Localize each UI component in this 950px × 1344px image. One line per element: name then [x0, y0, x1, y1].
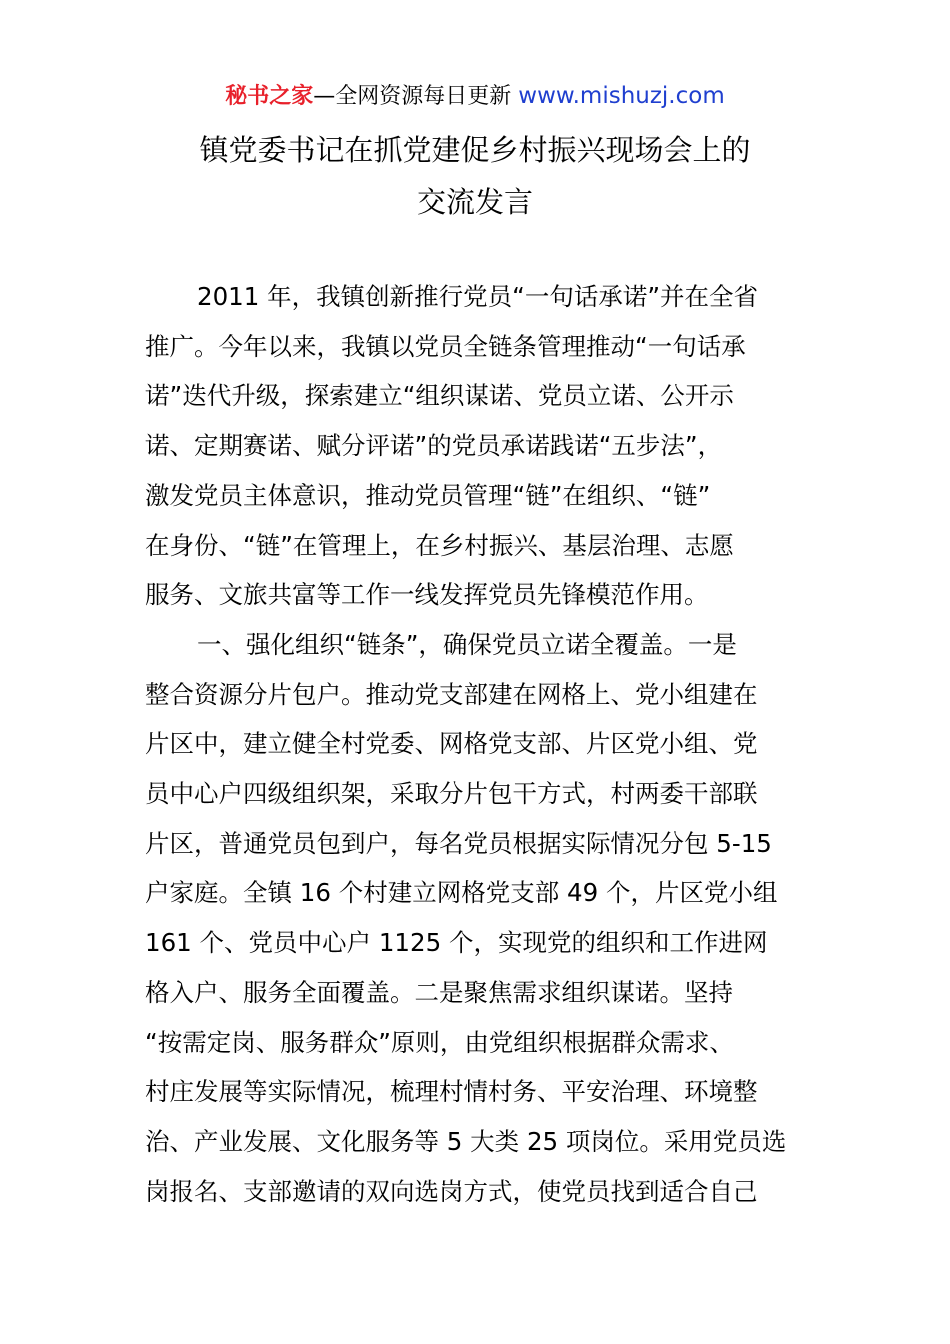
body-line: 诺”迭代升级，探索建立“组织谋诺、党员立诺、公开示	[145, 381, 734, 411]
title-line-1: 镇党委书记在抓党建促乡村振兴现场会上的	[199, 133, 751, 167]
body-line: 激发党员主体意识，推动党员管理“链”在组织、“链”	[145, 480, 711, 510]
body-line: 在身份、“链”在管理上，在乡村振兴、基层治理、志愿	[145, 530, 734, 560]
site-url-link[interactable]: www.mishuzj.com	[518, 83, 725, 109]
body-line: 岗报名、支部邀请的双向选岗方式，使党员找到适合自己	[145, 1176, 758, 1206]
brand-name: 秘书之家	[225, 84, 314, 109]
document-title	[0, 124, 950, 228]
body-line: 整合资源分片包户。推动党支部建在网格上、党小组建在	[145, 679, 758, 709]
body-line: 格入户、服务全面覆盖。二是聚焦需求组织谋诺。坚持	[145, 977, 733, 1007]
header-tagline: —全网资源每日更新	[313, 84, 512, 109]
body-line: 户家庭。全镇 16 个村建立网格党支部 49 个，片区党小组	[145, 878, 778, 908]
body-line: 诺、定期赛诺、赋分评诺”的党员承诺践诺“五步法”，	[145, 431, 723, 461]
body-line: 2011 年，我镇创新推行党员“一句话承诺”并在全省	[197, 282, 759, 311]
site-header	[0, 80, 950, 113]
body-line: 片区，普通党员包到户，每名党员根据实际情况分包 5-15	[145, 828, 772, 858]
body-line: 服务、文旅共富等工作一线发挥党员先锋模范作用。	[145, 580, 709, 610]
body-line: 员中心户四级组织架，采取分片包干方式，村两委干部联	[145, 779, 758, 809]
body-line: 推广。今年以来，我镇以党员全链条管理推动“一句话承	[145, 331, 746, 361]
body-line: 治、产业发展、文化服务等 5 大类 25 项岗位。采用党员选	[145, 1126, 787, 1156]
title-line-2: 交流发言	[416, 185, 533, 219]
body-line: 161 个、党员中心户 1125 个，实现党的组织和工作进网	[145, 928, 768, 958]
body-line: 村庄发展等实际情况，梳理村情村务、平安治理、环境整	[145, 1077, 758, 1107]
document-body	[145, 272, 809, 1216]
body-line: 一、强化组织“链条”，确保党员立诺全覆盖。一是	[197, 629, 737, 659]
body-line: “按需定岗、服务群众”原则，由党组织根据群众需求、	[145, 1027, 734, 1057]
body-line: 片区中，建立健全村党委、网格党支部、片区党小组、党	[145, 729, 758, 759]
